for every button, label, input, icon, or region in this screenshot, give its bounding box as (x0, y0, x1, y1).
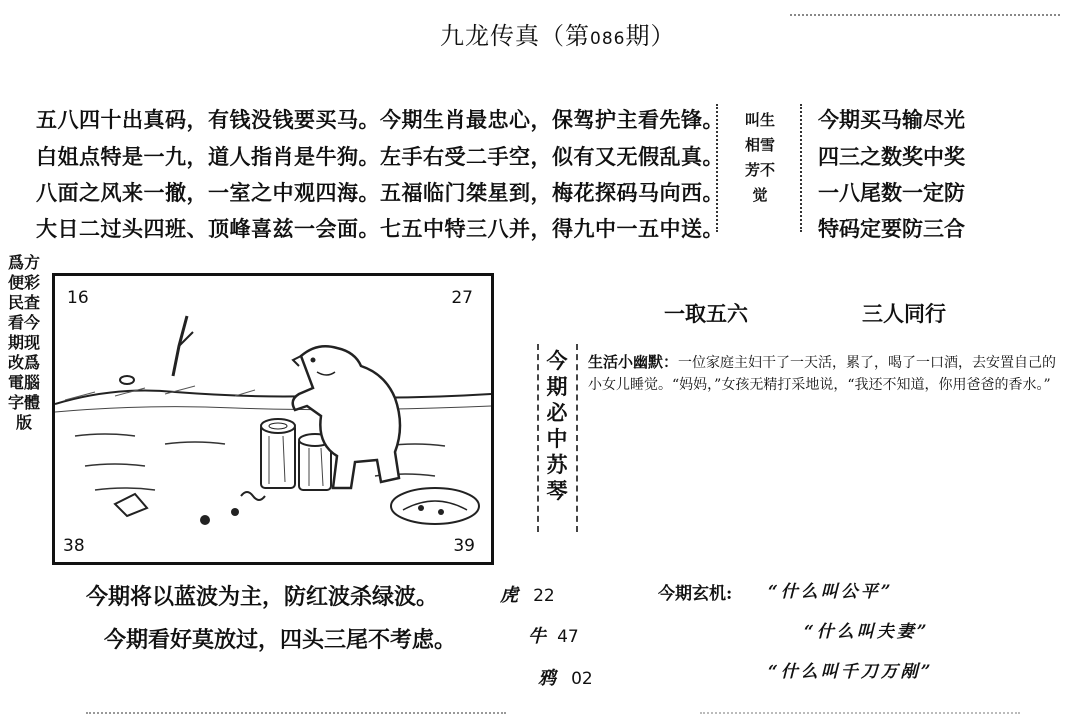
must-win-text: 今期必中苏琴 (546, 348, 568, 503)
poem-line-4: 大日二过头四班、顶峰喜兹一会面。七五中特三八并，得九中一五中送。 (36, 216, 724, 241)
corner-number-top-left: 16 (67, 288, 89, 308)
poem-line-3: 八面之风来一撤，一室之中观四海。五福临门桀星到，梅花探码马向西。 (36, 180, 724, 205)
corner-number-bottom-right: 39 (453, 536, 475, 556)
title-prefix: 九龙传真（第 (440, 22, 590, 50)
bottom-line-1: 今期将以蓝波为主，防红波杀绿波。 (86, 584, 439, 610)
xuanji-phrase-3: “什么叫千刀万剐” (768, 662, 934, 682)
humor-label: 生活小幽默： (588, 353, 679, 371)
corner-number-top-right: 27 (451, 288, 473, 308)
vertical-note-box (716, 104, 801, 232)
footer-rule-right (700, 712, 1020, 714)
bear-scene-drawing (55, 276, 491, 562)
pick-number: 22 (533, 586, 555, 606)
corner-number-bottom-left: 38 (63, 536, 85, 556)
pick-row-2 (528, 622, 579, 648)
poem-line-1: 五八四十出真码，有钱没钱要买马。今期生肖最忠心，保驾护主看先锋。 (36, 107, 724, 132)
xuanji-label: 今期玄机: (658, 584, 733, 604)
pick-animal: 牛 (528, 626, 546, 647)
side-note: 爲方便彩民査看今期现改爲電腦字體版 (7, 253, 40, 432)
right-line-3: 一八尾数一定防 (818, 180, 965, 205)
illustration (52, 273, 494, 565)
humor-text: 一位家庭主妇干了一天活，累了，喝了一口酒，去安置自己的小女儿睡觉。“妈妈，”女孩无精打采地说，“我还不知道，你用爸爸的香水。” (588, 355, 1057, 393)
xuanji-phrase-1: “什么叫公平” (768, 582, 894, 602)
page-title (440, 16, 675, 51)
right-line-2: 四三之数奖中奖 (818, 144, 965, 169)
header-rule (790, 14, 1060, 16)
footer-rule (86, 712, 506, 714)
pick-row-3 (538, 664, 593, 690)
title-suffix: 期） (625, 22, 676, 50)
headline-right: 三人同行 (862, 301, 946, 326)
pick-animal: 虎 (500, 585, 518, 606)
pick-number: 02 (571, 669, 593, 689)
issue-number: 086 (590, 29, 626, 49)
right-line-4: 特码定要防三合 (818, 216, 965, 241)
right-line-1: 今期买马输尽光 (818, 107, 965, 132)
pick-number: 47 (557, 627, 579, 647)
must-win-box (537, 344, 577, 532)
pick-animal: 鸦 (538, 668, 556, 689)
bottom-line-2: 今期看好莫放过，四头三尾不考虑。 (104, 627, 457, 653)
poem-line-2: 白姐点特是一九，道人指肖是牛狗。左手右受二手空，似有又无假乱真。 (36, 144, 724, 169)
vertical-note-text: 叫生相雪芳不觉 (744, 111, 775, 204)
headline-left: 一取五六 (664, 301, 748, 326)
pick-row-1 (500, 581, 555, 607)
xuanji-phrase-2: “什么叫夫妻” (804, 622, 930, 642)
humor-paragraph (588, 351, 1068, 396)
